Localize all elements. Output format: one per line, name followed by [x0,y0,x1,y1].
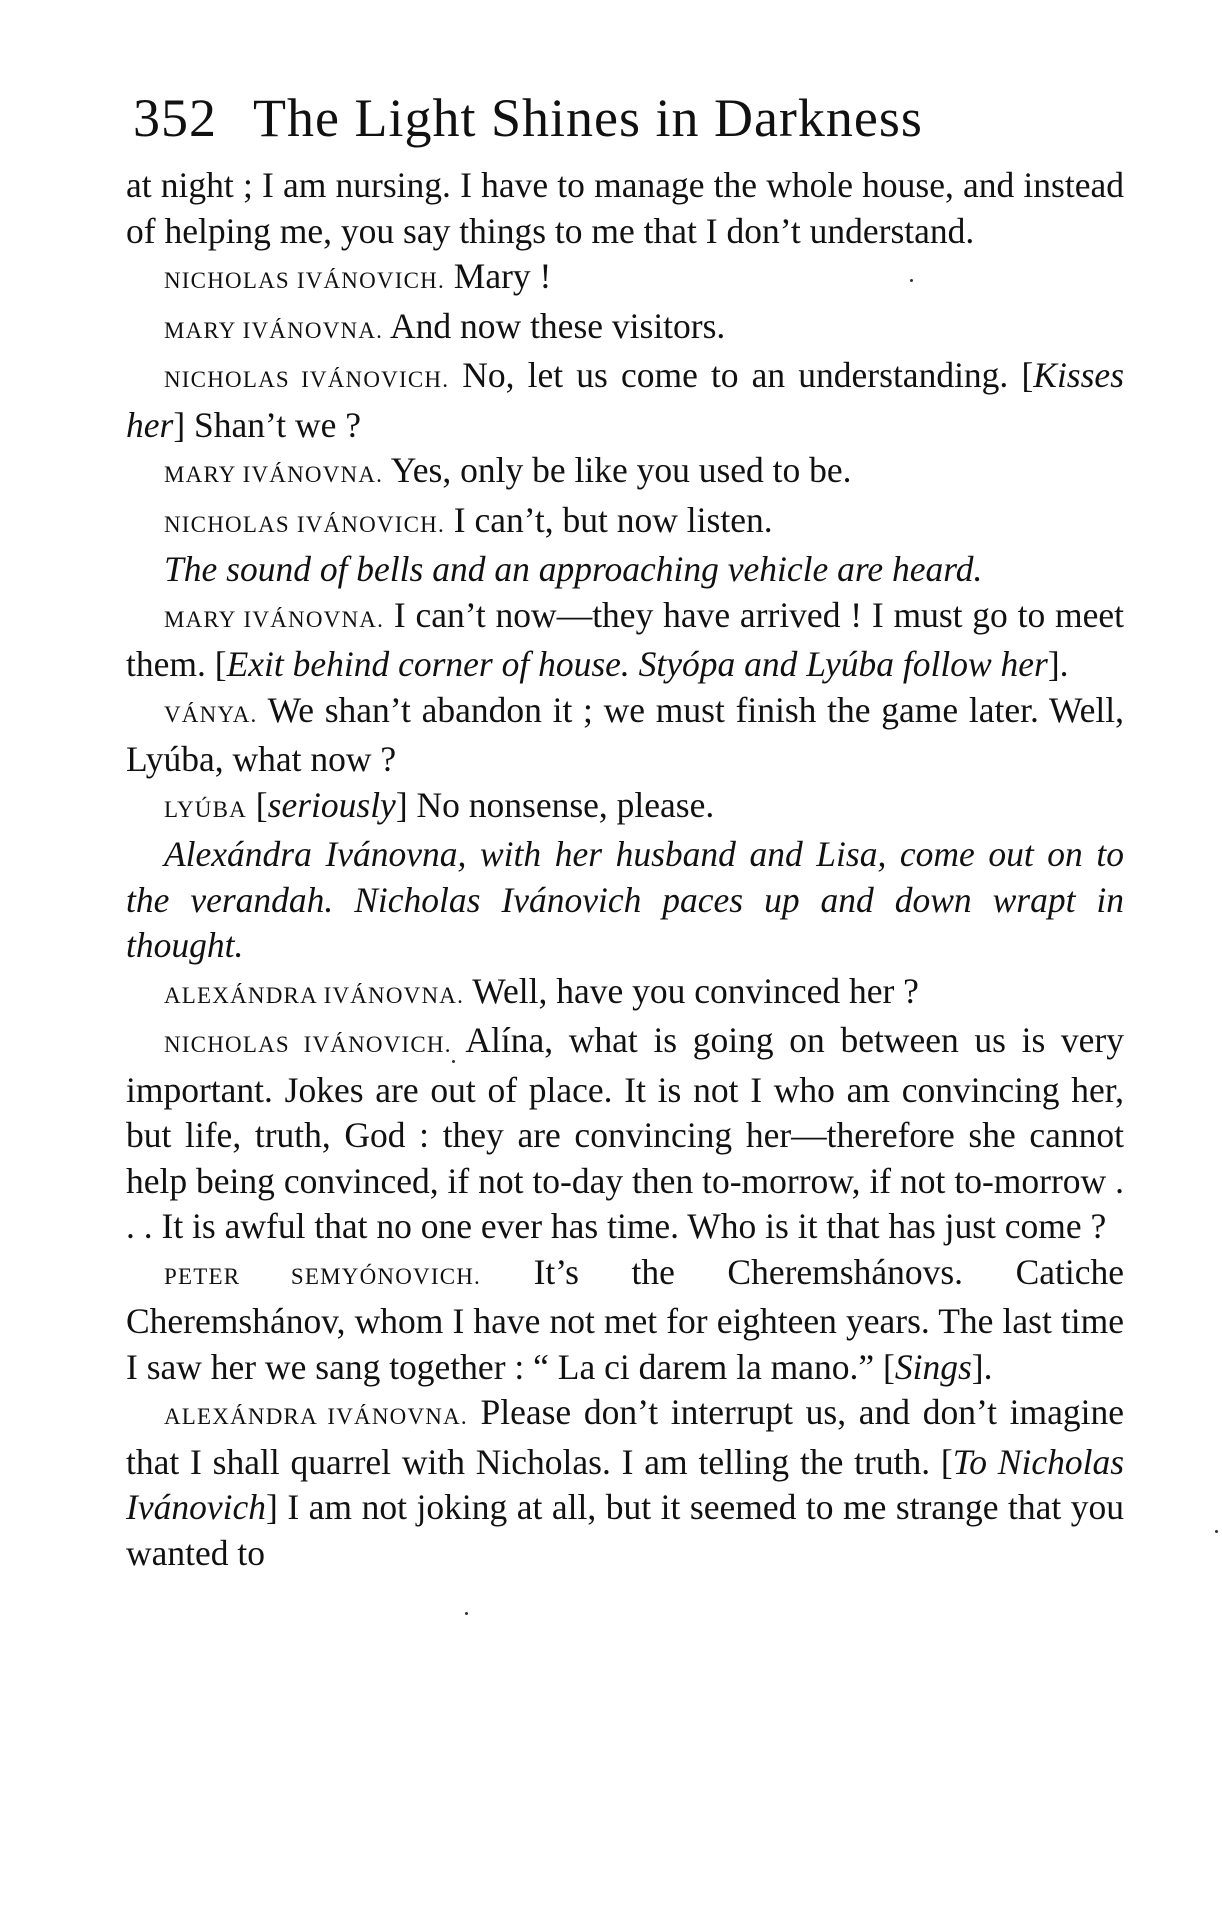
speech-paragraph [126,688,1124,783]
stage-direction-paragraph [126,547,1124,593]
speech-paragraph [126,969,1124,1019]
speech-text: Shan’t we ? [194,404,361,445]
speaker-name: MARY IVÁNOVNA. [164,462,384,487]
speech-text: I am not joking at all, but it seemed to me strange that you wanted to [126,1487,1124,1573]
speech-text: It’s the Cheremshánovs. Catiche Cheremshánov, whom I have not met for eighteen years. The last time I saw her we sang together : “ La ci darem la mano.” [126,1251,1124,1387]
speaker-name: ALEXÁNDRA IVÁNOVNA. [164,982,465,1008]
speech-text: I can’t now—they have arrived ! I must go to meet them. [126,594,1124,684]
stage-direction: Exit behind corner of house. Styópa and Lyúba follow her [226,644,1048,684]
bracket-open: [ [883,1346,895,1387]
stage-direction: Alexándra Ivánovna, with her husband and Lisa, come out on to the verandah. Nicholas Ivánovich paces up and down wrapt in thought. [126,834,1124,965]
speaker-name: NICHOLAS IVÁNOVICH. [164,1032,452,1057]
speaker-name: NICHOLAS IVÁNOVICH. [164,367,450,392]
speaker-name: NICHOLAS IVÁNOVICH. [164,511,445,537]
speech-text: Yes, only be like you used to be. [390,450,852,490]
bracket-close: ] [395,784,408,825]
speech-text: Alína, what is going on between us is very important. Jokes are out of place. It is not I who am convincing her, but life, truth, God : they are convincing her—therefore she cannot help being convinced, if not to-day then to-morrow, if not to-morrow . . . It is awful that no one ever has time. Who is it that has just come ? [126,1020,1124,1246]
page-number: 352 [133,88,217,148]
bracket-open: [ [255,784,268,825]
speaker-name: PETER SEMYÓNOVICH. [164,1263,482,1289]
speech-paragraph [126,448,1124,498]
stage-direction: seriously [267,784,396,825]
speech-paragraph [126,783,1124,833]
stage-direction: The sound of bells and an approaching vehicle are heard. [164,549,983,589]
speech-paragraph [126,254,1124,304]
bracket-close: ] [173,404,186,445]
speaker-name: VÁNYA. [164,701,258,727]
bracket-open: [ [1021,355,1034,395]
bracket-open: [ [214,644,227,684]
speaker-name: MARY IVÁNOVNA. [164,606,385,632]
stage-direction: Kisses her [126,355,1125,445]
page-text [126,163,1124,1576]
speech-text: Mary ! [453,256,552,296]
scan-speck [1215,1530,1218,1533]
speech-text: Well, have you convinced her ? [472,970,919,1011]
speech-paragraph [126,353,1124,448]
speaker-name: ALEXÁNDRA IVÁNOVNA. [164,1404,468,1429]
paragraph-continued: at night ; I am nursing. I have to manage the whole house, and instead of helping me, you say things to me that I don’t understand. [126,165,1124,251]
speech-paragraph [126,1018,1124,1250]
scan-speck [465,1612,468,1615]
speech-text: No nonsense, please. [416,784,715,825]
bracket-close: ]. [1047,644,1069,684]
speaker-name: NICHOLAS IVÁNOVICH. [164,268,445,293]
speech-paragraph [126,1250,1124,1391]
speech-paragraph [126,498,1124,548]
bracket-close: ] [265,1487,278,1527]
speech-paragraph [126,593,1124,688]
scan-speck [452,1060,455,1063]
running-header [133,88,1123,148]
speech-text: I can’t, but now listen. [453,499,773,540]
bracket-open: [ [940,1441,953,1482]
speech-text: We shan’t abandon it ; we must finish the game later. Well, Lyúba, what now ? [126,689,1125,779]
speech-paragraph [126,304,1124,354]
speaker-name: MARY IVÁNOVNA. [164,317,384,343]
stage-direction: Sings [894,1346,972,1387]
stage-direction: To Nicholas Ivánovich [126,1441,1125,1527]
running-title: The Light Shines in Darkness [253,88,923,148]
bracket-close: ]. [971,1346,993,1387]
speech-text: And now these visitors. [390,305,726,346]
scan-speck [910,279,913,282]
speaker-name: LYÚBA [164,796,247,822]
speech-paragraph [126,1390,1124,1576]
stage-direction-paragraph [126,832,1124,969]
speech-text: Please don’t interrupt us, and don’t imagine that I shall quarrel with Nicholas. I am telling the truth. [126,1392,1124,1482]
speech-text: No, let us come to an understanding. [462,355,1009,395]
